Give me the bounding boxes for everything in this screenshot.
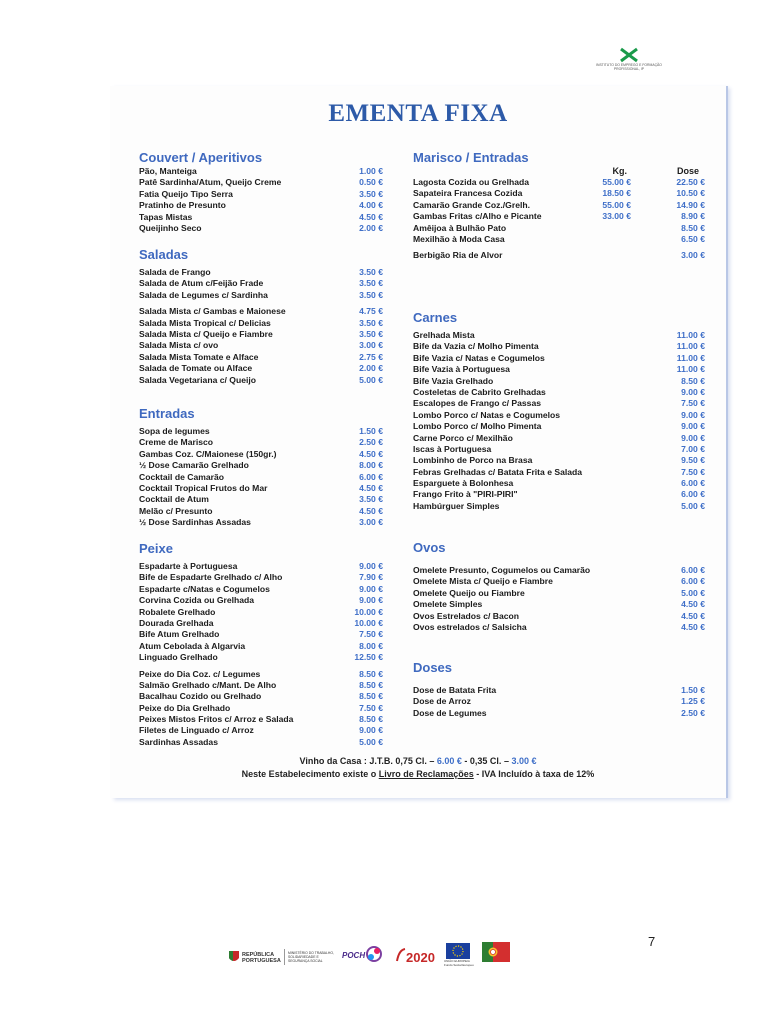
item-name: Salada Mista Tropical c/ Delicias — [139, 317, 271, 328]
item-price: 10.00 € — [354, 606, 383, 617]
complaints-book-link[interactable]: Livro de Reclamações — [378, 769, 474, 779]
item-price: 8.00 € — [359, 640, 383, 651]
menu-item — [413, 622, 705, 633]
menu-item — [413, 188, 705, 199]
section-title: Saladas — [139, 247, 189, 262]
republica-shield-icon — [228, 950, 240, 964]
page-number: 7 — [648, 934, 656, 949]
menu-item — [413, 421, 705, 432]
menu-item — [413, 489, 705, 500]
item-price: 6.00 € — [681, 489, 705, 500]
menu-item — [413, 177, 705, 188]
item-name: Linguado Grelhado — [139, 652, 218, 663]
item-name: Creme de Marisco — [139, 437, 214, 448]
item-name: Dose de Batata Frita — [413, 685, 497, 695]
menu-item — [413, 588, 705, 599]
menu-item — [139, 189, 383, 200]
item-name: Sopa de legumes — [139, 426, 210, 436]
item-name: Lombo Porco c/ Molho Pimenta — [413, 421, 542, 432]
item-name: Tapas Mistas — [139, 211, 193, 222]
portugal-flag-icon — [482, 942, 510, 962]
item-name: Bife de Espadarte Grelhado c/ Alho — [139, 572, 283, 583]
column-headers — [413, 166, 705, 177]
item-price: 7.00 € — [681, 443, 705, 454]
section-title: Ovos — [413, 540, 446, 555]
portugal2020-logo: 2020 — [406, 950, 435, 965]
item-name: Patê Sardinha/Atum, Queijo Creme — [139, 177, 282, 188]
menu-item — [139, 629, 383, 640]
column-kg-header: Kg. — [612, 166, 627, 176]
item-price: 9.00 € — [359, 725, 383, 736]
item-price: 5.00 € — [359, 736, 383, 747]
menu-item — [139, 437, 383, 448]
menu-item — [139, 691, 383, 702]
item-price: 7.50 € — [359, 702, 383, 713]
wine-price-large: 6.00 € — [436, 756, 462, 766]
section-title: Carnes — [413, 310, 458, 325]
menu-item — [413, 599, 705, 610]
menu-item — [139, 494, 383, 505]
item-name: Lombinho de Porco na Brasa — [413, 455, 533, 466]
item-name: Camarão Grande Coz./Grelh. — [413, 199, 531, 210]
item-price: 2.50 € — [359, 437, 383, 448]
menu-item — [139, 725, 383, 736]
menu-item — [413, 708, 705, 719]
section-title: Doses — [413, 660, 453, 675]
item-price: 6.00 € — [681, 478, 705, 489]
item-name: Filetes de Linguado c/ Arroz — [139, 725, 254, 736]
item-name: Dose de Arroz — [413, 696, 471, 707]
item-price: 9.00 € — [359, 595, 383, 606]
menu-item — [139, 306, 383, 317]
item-name: Frango Frito à "PIRI-PIRI" — [413, 489, 518, 500]
item-name: Amêijoa à Bulhão Pato — [413, 222, 507, 233]
item-price: 3.50 € — [359, 328, 383, 339]
notice-suffix: - IVA Incluído à taxa de 12% — [473, 769, 595, 779]
item-price: 3.00 € — [359, 517, 383, 528]
wine-separator: - 0,35 Cl. – — [461, 756, 512, 766]
item-price: 11.00 € — [676, 352, 705, 363]
menu-item — [139, 267, 383, 278]
item-price-kg: 18.50 € — [602, 188, 631, 199]
item-name: Queijinho Seco — [139, 222, 202, 233]
item-name: Grelhada Mista — [413, 330, 475, 340]
item-price: 9.00 € — [681, 386, 705, 397]
item-name: Ovos estrelados c/ Salsicha — [413, 621, 527, 632]
item-name: ½ Dose Sardinhas Assadas — [139, 517, 251, 528]
item-name: Carne Porco c/ Mexilhão — [413, 432, 513, 443]
item-name: Bacalhau Cozido ou Grelhado — [139, 691, 262, 702]
item-name: Ovos Estrelados c/ Bacon — [413, 610, 520, 621]
item-price: 3.50 € — [359, 278, 383, 289]
item-price: 9.00 € — [681, 409, 705, 420]
item-name: Salada Mista Tomate e Alface — [139, 351, 259, 362]
item-name: Salada de Legumes c/ Sardinha — [139, 289, 268, 300]
menu-item — [413, 330, 705, 341]
wine-price-small: 3.00 € — [511, 756, 537, 766]
item-price: 8.00 € — [359, 460, 383, 471]
item-name: Salada Mista c/ Gambas e Maionese — [139, 306, 286, 317]
item-price: 8.50 € — [681, 375, 705, 386]
item-name: Berbigão Ria de Alvor — [413, 250, 503, 261]
menu-item — [139, 278, 383, 289]
menu-item — [413, 444, 705, 455]
item-name: Lombo Porco c/ Natas e Cogumelos — [413, 409, 561, 420]
item-name: Salada Vegetariana c/ Queijo — [139, 374, 257, 385]
item-price: 7.50 € — [681, 466, 705, 477]
notice-prefix: Neste Estabelecimento existe o — [241, 769, 379, 779]
menu-item — [139, 595, 383, 606]
item-name: Iscas à Portuguesa — [413, 443, 492, 454]
item-price: 3.50 € — [359, 188, 383, 199]
item-price: 1.50 € — [681, 685, 705, 695]
item-name: Mexilhão à Moda Casa — [413, 233, 505, 244]
menu-item — [139, 363, 383, 374]
item-price: 9.00 € — [681, 432, 705, 443]
poch-logo: POCH — [342, 951, 366, 960]
item-price: 8.50 € — [359, 714, 383, 725]
item-name: Omelete Presunto, Cogumelos ou Camarão — [413, 565, 591, 575]
item-name: Robalete Grelhado — [139, 606, 216, 617]
menu-item — [139, 607, 383, 618]
item-name: Gambas Fritas c/Alho e Picante — [413, 211, 542, 222]
item-price: 6.50 € — [681, 233, 705, 244]
menu-item — [413, 387, 705, 398]
item-name: Salada Mista c/ ovo — [139, 340, 219, 351]
item-price: 8.50 € — [359, 691, 383, 702]
item-price: 9.00 € — [681, 421, 705, 432]
menu-item — [139, 318, 383, 329]
eu-flag-icon — [446, 943, 470, 959]
item-name: Dourada Grelhada — [139, 617, 214, 628]
section-peixe — [139, 541, 383, 748]
item-price: 3.50 € — [359, 267, 383, 277]
menu-item — [139, 506, 383, 517]
menu-item — [413, 565, 705, 576]
menu-item — [413, 455, 705, 466]
item-name: Bife Vazia Grelhado — [413, 375, 494, 386]
item-name: Salada de Frango — [139, 267, 211, 277]
menu-item — [413, 200, 705, 211]
item-price: 3.50 € — [359, 289, 383, 300]
item-name: Cocktail de Atum — [139, 494, 209, 505]
section-couvert — [139, 150, 383, 234]
menu-item — [139, 737, 383, 748]
item-name: Hambúrguer Simples — [413, 500, 500, 511]
republica-text: REPÚBLICA PORTUGUESA — [242, 952, 281, 964]
item-price: 2.50 € — [681, 707, 705, 718]
menu-item — [139, 669, 383, 680]
menu-item — [139, 449, 383, 460]
menu-item — [139, 652, 383, 663]
menu-item — [139, 290, 383, 301]
item-price: 1.25 € — [681, 696, 705, 707]
item-price-kg: 55.00 € — [602, 199, 631, 210]
notice-line — [110, 769, 726, 779]
item-price: 9.00 € — [359, 583, 383, 594]
item-price: 2.00 € — [359, 222, 383, 233]
section-entradas — [139, 406, 383, 529]
item-name: Fatia Queijo Tipo Serra — [139, 188, 233, 199]
menu-item — [413, 250, 705, 261]
item-price: 11.00 € — [676, 364, 705, 375]
menu-item — [139, 572, 383, 583]
item-name: Omelete Queijo ou Fiambre — [413, 587, 525, 598]
item-price: 3.00 € — [681, 250, 705, 261]
item-price: 2.00 € — [359, 363, 383, 374]
menu-item — [139, 166, 383, 177]
menu-item — [139, 223, 383, 234]
menu-item — [413, 478, 705, 489]
menu-item — [413, 364, 705, 375]
section-carnes — [413, 310, 705, 512]
menu-item — [413, 501, 705, 512]
item-price: 5.00 € — [681, 587, 705, 598]
item-price: 3.50 € — [359, 317, 383, 328]
item-price: 8.50 € — [359, 668, 383, 679]
menu-item — [413, 576, 705, 587]
item-price: 22.50 € — [676, 177, 705, 187]
poch-swirl-icon — [364, 944, 384, 964]
item-name: Escalopes de Frango c/ Passas — [413, 398, 542, 409]
menu-item — [413, 398, 705, 409]
item-price: 4.50 € — [359, 211, 383, 222]
item-name: Cocktail de Camarão — [139, 471, 225, 482]
item-name: Esparguete à Bolonhesa — [413, 478, 514, 489]
item-price-kg: 55.00 € — [602, 177, 631, 187]
item-price-kg: 33.00 € — [602, 211, 631, 222]
item-name: Bife Vazia c/ Natas e Cogumelos — [413, 352, 545, 363]
item-price: 8.90 € — [681, 211, 705, 222]
item-price: 4.00 € — [359, 200, 383, 211]
item-name: Corvina Cozida ou Grelhada — [139, 595, 255, 606]
item-price: 4.50 € — [681, 599, 705, 610]
item-price: 14.90 € — [676, 199, 705, 210]
menu-item — [413, 410, 705, 421]
menu-item — [139, 618, 383, 629]
wine-line — [110, 756, 726, 766]
section-doses — [413, 660, 705, 719]
item-name: Sardinhas Assadas — [139, 736, 218, 747]
item-name: Peixe do Dia Coz. c/ Legumes — [139, 668, 261, 679]
item-name: Pão, Manteiga — [139, 166, 197, 176]
portugal2020-mark-icon — [396, 948, 406, 962]
menu-item — [413, 234, 705, 245]
menu-item — [139, 329, 383, 340]
column-dose-header: Dose — [676, 166, 699, 176]
section-ovos — [413, 540, 705, 633]
item-name: Bife Vazia à Portuguesa — [413, 364, 510, 375]
item-name: Peixes Mistos Fritos c/ Arroz e Salada — [139, 714, 294, 725]
logo-divider — [284, 949, 285, 965]
item-price: 2.75 € — [359, 351, 383, 362]
item-name: Bife Atum Grelhado — [139, 629, 220, 640]
menu-item — [139, 212, 383, 223]
menu-item — [139, 460, 383, 471]
item-name: Febras Grelhadas c/ Batata Frita e Salada — [413, 466, 583, 477]
menu-item — [413, 611, 705, 622]
menu-item — [139, 472, 383, 483]
item-name: Salada Mista c/ Queijo e Fiambre — [139, 328, 273, 339]
menu-item — [139, 483, 383, 494]
menu-item — [139, 584, 383, 595]
item-price: 10.50 € — [676, 188, 705, 199]
menu-title: EMENTA FIXA — [328, 100, 508, 127]
section-title: Entradas — [139, 406, 195, 421]
item-price: 9.00 € — [359, 561, 383, 571]
item-name: ½ Dose Camarão Grelhado — [139, 460, 249, 471]
item-name: Bife da Vazia c/ Molho Pimenta — [413, 341, 539, 352]
item-price: 8.50 € — [681, 222, 705, 233]
item-price: 4.50 € — [681, 621, 705, 632]
iefp-logo-icon — [618, 46, 640, 64]
item-price: 3.00 € — [359, 340, 383, 351]
item-price: 5.00 € — [681, 500, 705, 511]
item-name: Espadarte c/Natas e Cogumelos — [139, 583, 270, 594]
item-price: 6.00 € — [681, 576, 705, 587]
menu-item — [139, 177, 383, 188]
menu-item — [413, 341, 705, 352]
item-price: 7.50 € — [359, 629, 383, 640]
menu-item — [139, 680, 383, 691]
item-name: Peixe do Dia Grelhado — [139, 702, 231, 713]
menu-item — [139, 426, 383, 437]
item-price: 11.00 € — [676, 330, 705, 340]
menu-item — [413, 696, 705, 707]
item-price: 6.00 € — [681, 565, 705, 575]
menu-item — [413, 353, 705, 364]
item-price: 8.50 € — [359, 679, 383, 690]
item-name: Melão c/ Presunto — [139, 505, 213, 516]
wine-label: Vinho da Casa : J.T.B. 0,75 Cl. – — [299, 756, 437, 766]
menu-item — [413, 223, 705, 234]
section-marisco — [413, 150, 705, 262]
item-name: Pratinho de Presunto — [139, 200, 226, 211]
eu-text: UNIÃO EUROPEIA Fundo Social Europeu — [444, 959, 474, 967]
item-price: 11.00 € — [676, 341, 705, 352]
item-price: 10.00 € — [354, 617, 383, 628]
menu-item — [413, 467, 705, 478]
menu-item — [413, 211, 705, 222]
menu-item — [139, 641, 383, 652]
item-name: Salmão Grelhado c/Mant. De Alho — [139, 679, 277, 690]
item-price: 12.50 € — [354, 652, 383, 663]
menu-item — [413, 685, 705, 696]
item-price: 0.50 € — [359, 177, 383, 188]
menu-item — [139, 200, 383, 211]
item-price: 1.00 € — [359, 166, 383, 176]
iefp-logo — [596, 46, 662, 80]
item-price: 4.50 € — [681, 610, 705, 621]
menu-item — [139, 714, 383, 725]
item-name: Omelete Simples — [413, 599, 483, 610]
item-name: Omelete Mista c/ Queijo e Fiambre — [413, 576, 553, 587]
item-price: 9.50 € — [681, 455, 705, 466]
item-name: Salada de Tomate ou Alface — [139, 363, 253, 374]
item-name: Cocktail Tropical Frutos do Mar — [139, 482, 268, 493]
section-saladas — [139, 247, 383, 386]
item-name: Sapateira Francesa Cozida — [413, 188, 523, 199]
item-name: Salada de Atum c/Feijão Frade — [139, 278, 264, 289]
item-name: Lagosta Cozida ou Grelhada — [413, 177, 530, 187]
item-name: Costeletas de Cabrito Grelhadas — [413, 386, 546, 397]
menu-item — [139, 340, 383, 351]
item-price: 7.50 € — [681, 398, 705, 409]
item-name: Gambas Coz. C/Maionese (150gr.) — [139, 448, 277, 459]
menu-item — [139, 517, 383, 528]
iefp-logo-text: INSTITUTO DO EMPREGO E FORMAÇÃO PROFISSIONAL, IP — [596, 63, 662, 71]
item-price: 1.50 € — [359, 426, 383, 436]
menu-item — [413, 433, 705, 444]
menu-item — [139, 703, 383, 714]
ministerio-text: MINISTÉRIO DO TRABALHO, SOLIDARIEDADE E SEGURANÇA SOCIAL — [288, 951, 334, 963]
menu-item — [139, 352, 383, 363]
item-name: Dose de Legumes — [413, 707, 487, 718]
menu-item — [413, 376, 705, 387]
item-price: 4.75 € — [359, 306, 383, 317]
section-title: Peixe — [139, 541, 173, 556]
section-title: Marisco / Entradas — [413, 150, 529, 165]
menu-item — [139, 561, 383, 572]
item-price: 4.50 € — [359, 505, 383, 516]
section-title: Couvert / Aperitivos — [139, 150, 263, 165]
item-name: Atum Cebolada à Algarvia — [139, 640, 246, 651]
menu-card — [110, 86, 726, 798]
item-price: 3.50 € — [359, 494, 383, 505]
item-price: 4.50 € — [359, 448, 383, 459]
item-price: 4.50 € — [359, 482, 383, 493]
menu-item — [139, 375, 383, 386]
item-price: 5.00 € — [359, 374, 383, 385]
item-price: 6.00 € — [359, 471, 383, 482]
item-price: 7.90 € — [359, 572, 383, 583]
item-name: Espadarte à Portuguesa — [139, 561, 238, 571]
